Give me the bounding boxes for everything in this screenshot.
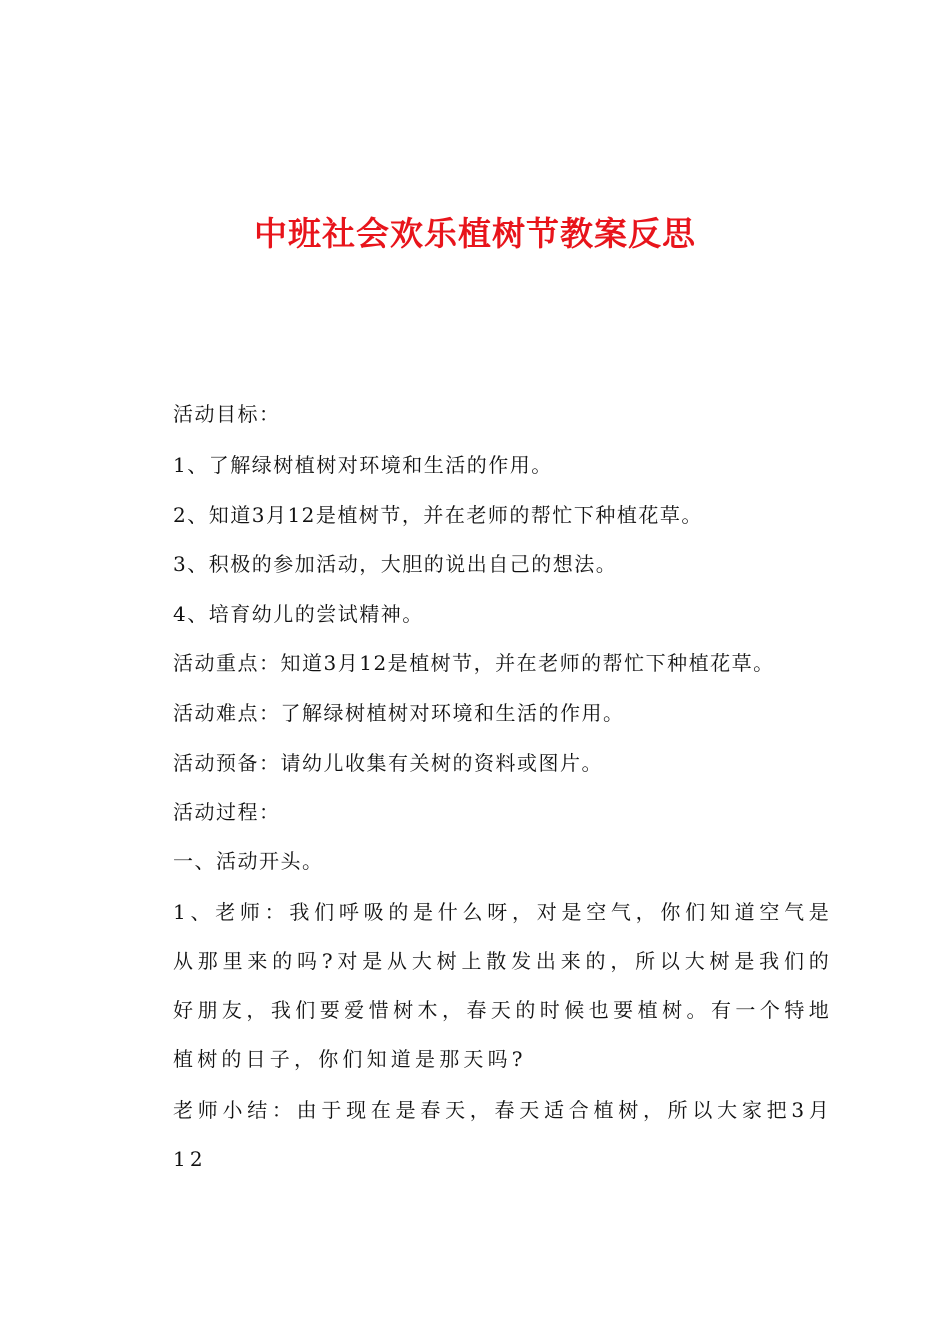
paragraph: 老师小结：由于现在是春天，春天适合植树，所以大家把3月12 — [173, 1098, 833, 1171]
text-line: 一、活动开头。 — [173, 849, 324, 873]
text-line: 1、了解绿树植树对环境和生活的作用。 — [173, 453, 553, 477]
document-title: 中班社会欢乐植树节教案反思 — [254, 214, 696, 253]
text-line: 活动重点：知道3月12是植树节，并在老师的帮忙下种植花草。 — [173, 651, 775, 675]
text-line: 活动难点：了解绿树植树对环境和生活的作用。 — [173, 701, 625, 725]
text-line: 4、培育幼儿的尝试精神。 — [173, 602, 424, 626]
text-line: 2、知道3月12是植树节，并在老师的帮忙下种植花草。 — [173, 503, 703, 527]
text-line: 活动过程： — [173, 800, 281, 824]
text-line: 活动预备：请幼儿收集有关树的资料或图片。 — [173, 751, 603, 775]
paragraph: 1、老师：我们呼吸的是什么呀，对是空气，你们知道空气是从那里来的吗?对是从大树上散发出来的，所以大树是我们的好朋友，我们要爱惜树木，春天的时候也要植树。有一个特地植树的日子，你们知道是那天吗? — [173, 900, 833, 1071]
text-line: 3、积极的参加活动，大胆的说出自己的想法。 — [173, 552, 618, 576]
text-line: 活动目标： — [173, 402, 281, 426]
